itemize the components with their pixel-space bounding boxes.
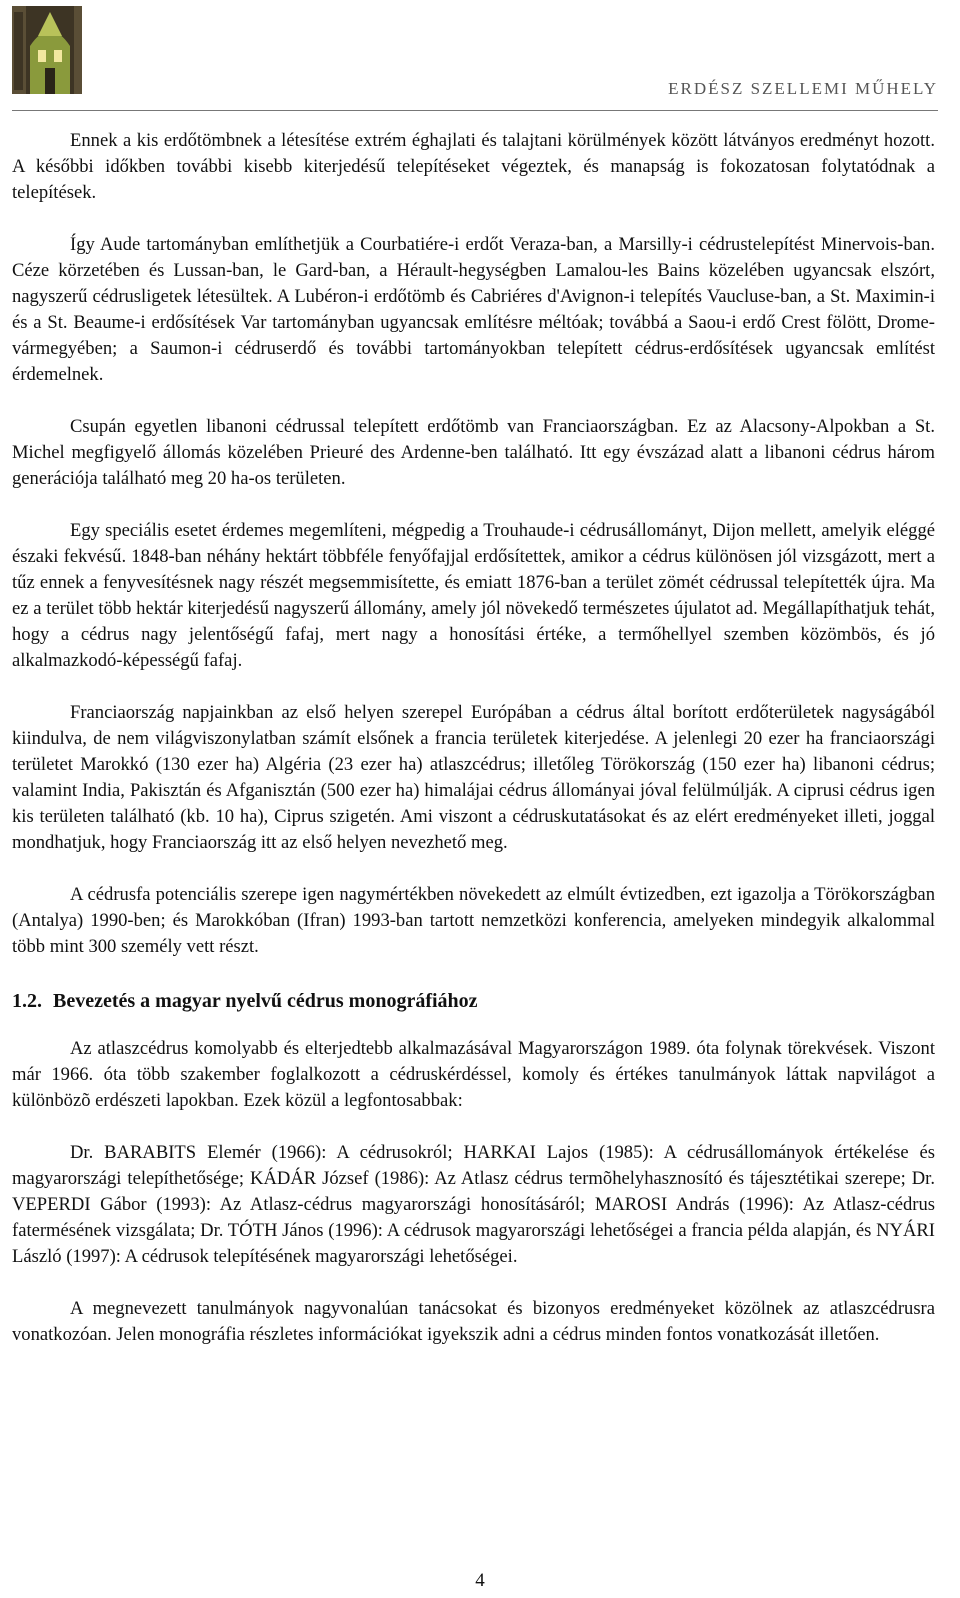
paragraph: Ennek a kis erdőtömbnek a létesítése extrém éghajlati és talajtani körülmények között látványos eredményt hozott. A későbbi időkben további kisebb kiterjedésű telepítéseket végeztek, és manapság is fokozatosan folytatódnak a telepítések. — [12, 130, 935, 203]
paragraph: Így Aude tartományban említhetjük a Courbatiére-i erdőt Veraza-ban, a Marsilly-i cédrustelepítést Minervois-ban. Céze körzetében és Lussan-ban, le Gard-ban, a Hérault-hegységben Lamalou-les Bains közelében ugyancsak elszórt, nagyszerű cédrusligetek létesültek. A Lubéron-i erdőtömb és Cabriéres d'Avignon-i telepítés Vaucluse-ban, a St. Maximin-i és a St. Beaume-i erdősítések Var tartományban ugyancsak említésre méltóak; továbbá a Saou-i erdő Crest fölött, Drome-vármegyében; a Saumon-i cédruserdő és további tartományokban telepített cédrus-erdősítések ugyancsak említést érdemelnek. — [12, 234, 935, 385]
paragraph: Egy speciális esetet érdemes megemlíteni, mégpedig a Trouhaude-i cédrusállományt, Dijon mellett, amelyik eléggé északi fekvésű. 1848-ban néhány hektárt többféle fenyőfajjal erdősítettek, amikor a cédrus különösen jól vizsgázott, mert a tűz ennek a fenyvesítésnek nagy részét megsemmisítette, és emiatt 1876-ban a terület zömét cédrussal telepítették újra. Ma ez a terület több hektár kiterjedésű nagyszerű állomány, amely jól növekedő természetes újulatot ad. Megállapíthatjuk tehát, hogy a cédrus nagy jelentőségű fafaj, mert nagy a honosítási értéke, a termőhellyel szemben közömbös, és jó alkalmazkodó-képességű fafaj. — [12, 520, 935, 671]
paragraph: A cédrusfa potenciális szerepe igen nagymértékben növekedett az elmúlt évtizedben, ezt igazolja a Törökországban (Antalya) 1990-ben; és Marokkóban (Ifran) 1993-ban tartott nemzetközi konferencia, amelyeken mindegyik alkalommal több mint 300 személy vett részt. — [12, 884, 935, 957]
section-number: 1.2. — [12, 990, 42, 1012]
paragraph: Az atlaszcédrus komolyabb és elterjedtebb alkalmazásával Magyarországon 1989. óta folynak törekvések. Viszont már 1966. óta több szakember foglalkozott a cédruskérdéssel, komoly és értékes tanulmányok láttak napvilágot a különbözõ erdészeti lapokban. Ezek közül a legfontosabbak: — [12, 1038, 935, 1111]
document-body — [12, 128, 935, 1374]
page-number: 4 — [475, 1570, 485, 1591]
header-title: ERDÉSZ SZELLEMI MŰHELY — [668, 79, 938, 98]
logo-image — [12, 6, 82, 94]
section-heading — [12, 988, 935, 1014]
paragraph: Franciaország napjainkban az első helyen szerepel Európában a cédrus által borított erdőterületek nagyságából kiindulva, de nem világviszonylatban számít elsőnek a francia területek kiterjedése. A jelenlegi 20 ezer ha franciaországi területet Marokkó (130 ezer ha) Algéria (23 ezer ha) atlaszcédrus; illetőleg Törökország (150 ezer ha) libanoni cédrus; valamint India, Pakisztán és Afganisztán (500 ezer ha) himalájai cédrus állományai jóval felülmúlják. A ciprusi cédrus igen kis területen található (kb. 10 ha), Ciprus szigetén. Ami viszont a cédruskutatásokat és az elért eredményeket illeti, joggal mondhatjuk, hogy Franciaország itt az első helyen nevezhető meg. — [12, 702, 935, 853]
paragraph: Dr. BARABITS Elemér (1966): A cédrusokról; HARKAI Lajos (1985): A cédrusállományok értékelése és magyarországi telepíthetősége; KÁDÁR József (1986): Az Atlasz cédrus termõhelyhasznosító és tájesztétikai szerepe; Dr. VEPERDI Gábor (1993): Az Atlasz-cédrus magyarországi honosításáról; MAROSI András (1996): Az Atlasz-cédrus fatermésének vizsgálata; Dr. TÓTH János (1996): A cédrusok magyarországi lehetőségei a francia példa alapján, és NYÁRI László (1997): A cédrusok telepítésének magyarországi lehetőségei. — [12, 1142, 935, 1267]
paragraph: Csupán egyetlen libanoni cédrussal telepített erdőtömb van Franciaországban. Ez az Alacsony-Alpokban a St. Michel megfigyelő állomás közelében Prieuré des Ardenne-ben található. Itt egy évszázad alatt a libanoni cédrus három generációja található meg 20 ha-os területen. — [12, 416, 935, 489]
section-title: Bevezetés a magyar nyelvű cédrus monográfiához — [53, 990, 478, 1012]
header-divider — [12, 110, 938, 111]
paragraph: A megnevezett tanulmányok nagyvonalúan tanácsokat és bizonyos eredményeket közölnek az atlaszcédrusra vonatkozóan. Jelen monográfia részletes információkat igyekszik adni a cédrus minden fontos vonatkozását illetően. — [12, 1298, 935, 1345]
